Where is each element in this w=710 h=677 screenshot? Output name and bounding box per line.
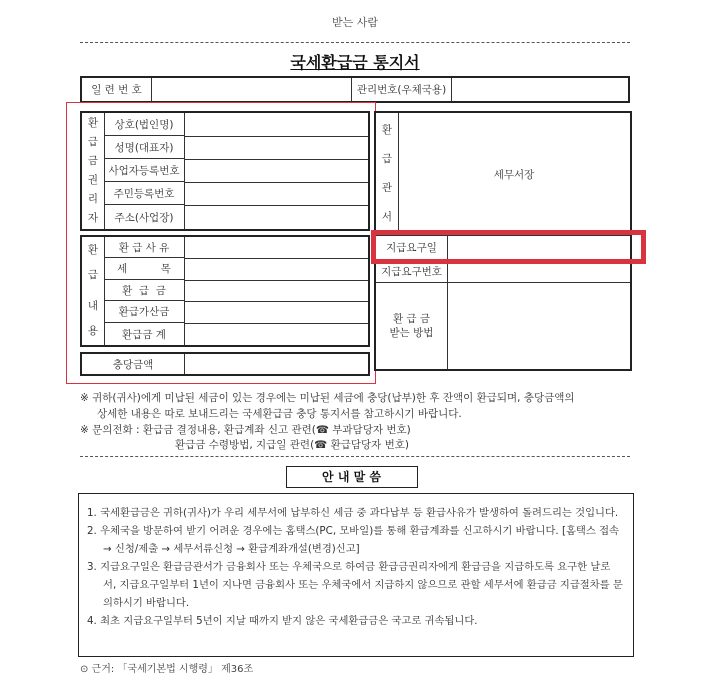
serial-label: 일 련 번 호: [82, 78, 152, 101]
middle-divider: [80, 456, 630, 457]
guide-list: [87, 504, 623, 630]
claimant-row-label: 상호(법인명): [104, 113, 185, 136]
receive-method-label: 환 급 금 받는 방법: [376, 282, 448, 369]
recipient-label: 받는 사람: [331, 16, 378, 29]
content-row-label: 환급가산금: [104, 301, 185, 323]
guide-title: 안 내 말 씀: [322, 470, 381, 484]
guide-item: 4. 최초 지급요구일부터 5년이 지날 때까지 받지 않은 국세환급금은 국고로 귀속됩니다.: [87, 615, 478, 627]
guide-title-box: [286, 466, 418, 488]
content-row-label: 환급금 계: [104, 323, 185, 345]
guide-item: 1. 국세환급금은 귀하(귀사)가 우리 세무서에 납부하신 세금 중 과다납부 등 환급사유가 발생하여 돌려드리는 것입니다.: [87, 507, 619, 519]
offset-label: 충당금액: [82, 354, 185, 374]
request-no-label: 지급요구번호: [376, 260, 448, 282]
serial-row: [80, 76, 630, 103]
content-vertical-label: 환 급 내 용: [82, 237, 105, 345]
top-divider: [80, 42, 630, 43]
document-title: 국세환급금 통지서: [290, 53, 420, 72]
note-line: ※ 문의전화 : 환급금 결정내용, 환급계좌 신고 관련(☎ 부과담당자 번호): [80, 424, 411, 436]
guide-item: 3. 지급요구일은 환급금관서가 금융회사 또는 우체국으로 하여금 환급금권리자에게 환급금을 지급하도록 요구한 날로서, 지급요구일부터 1년이 지나면 금융회사 또는 우체국에서 지급하지 않으므로 관할 세무서에 환급금 지급절차를 문의하시기 바랍니다.: [87, 561, 623, 609]
office-value: 세무서장: [493, 168, 535, 181]
guide-box: [78, 493, 634, 657]
request-date-label: 지급요구일: [376, 235, 448, 260]
claimant-row-label: 성명(대표자): [104, 136, 185, 159]
claimant-row-label: 주민등록번호: [104, 182, 185, 205]
content-row-label: 환 급 사 유: [104, 237, 185, 258]
content-row-label: 환 급 금: [104, 280, 185, 301]
footer-basis: ⊙ 근거: 「국세기본법 시행령」 제36조: [80, 664, 254, 675]
claimant-row-label: 사업자등록번호: [104, 159, 185, 182]
claimant-row-label: 주소(사업장): [104, 205, 185, 229]
manage-value: [452, 78, 628, 101]
claimant-vertical-label: 환 급 금 권 리 자: [82, 113, 105, 229]
guide-item: 2. 우체국을 방문하여 받기 어려운 경우에는 홈택스(PC, 모바일)를 통해 환급계좌를 신고하시기 바랍니다. [홈택스 접속 → 신청/제출 → 세무서류신청 → 환급계좌개설(변경)신고]: [87, 525, 619, 555]
claimant-highlight: [66, 102, 376, 384]
content-row-label: 세 목: [104, 258, 185, 280]
serial-value: [152, 78, 352, 101]
request-date-highlight: [371, 230, 646, 264]
note-line: 상세한 내용은 따로 보내드리는 국세환급금 충당 통지서를 참고하시기 바랍니다.: [97, 408, 462, 420]
note-line: ※ 귀하(귀사)에게 미납된 세금이 있는 경우에는 미납된 세금에 충당(납부)한 후 잔액이 환급되며, 충당금액의: [80, 392, 575, 404]
note-line: 환급금 수령방법, 지급일 관련(☎ 환급담당자 번호): [175, 439, 410, 451]
office-vertical-label: 환 급 관 서: [376, 113, 399, 235]
manage-label: 관리번호(우체국용): [352, 78, 452, 101]
